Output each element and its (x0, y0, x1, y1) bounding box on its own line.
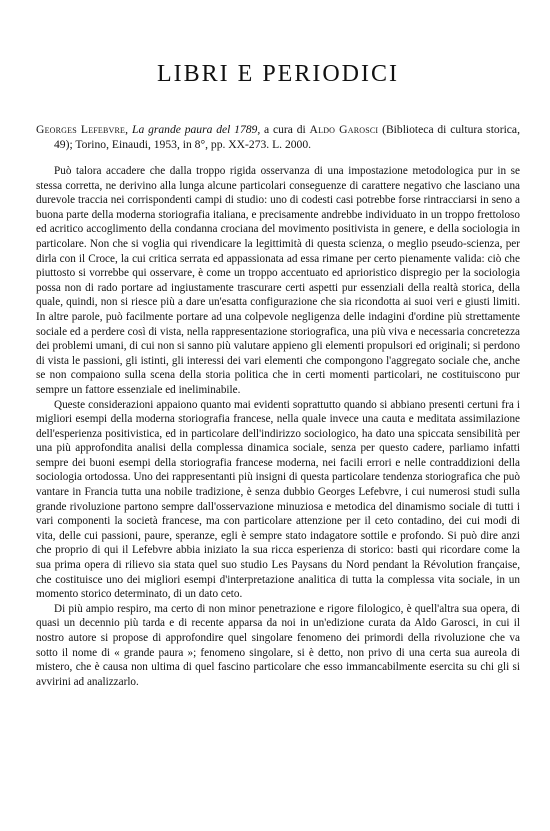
citation-author: Georges Lefebvre, (36, 123, 129, 136)
paragraph-2: Queste considerazioni appaiono quanto mai evidenti soprattutto quando si abbiano presenti certuni fra i migliori esempi della moderna storiografia francese, nella quale invece una cauta e meditata assimilazione dell'esperienza positivistica, ed in particolare dell'indirizzo sociologico, ha dato una spiccata sensibilità per una più approfondita analisi della complessa dinamica sociale, senza per questo cadere, parliamo infatti sempre dei buoni esempi della storiografia francese moderna, nei facili errori e nelle contraddizioni della sociologia ortodossa. Uno dei rappresentanti più insigni di questa particolare tendenza storiografica che può vantare in Francia tutta una nobile tradizione, è senza dubbio Georges Lefebvre, i cui numerosi studi sulla grande rivoluzione partono sempre dall'osservazione minuziosa e metodica del dinamismo sociale di tutti i vari componenti la società francese, ma con particolare attenzione per il ceto contadino, dei cui modi di vita, delle cui passioni, paure, speranze, egli è sempre stato indagatore sottile e profondo. Si può dire anzi che proprio di qui il Lefebvre abbia iniziato la sua ricca esperienza di storico: basti qui ricordare come la sua prima opera di rilievo sia stata quel suo studio Les Paysans du Nord pendant la Révolution française, che costituisce uno dei migliori esempi d'interpretazione analitica di tutta la complessa vita sociale, in un momento storico determinato, di un dato ceto. (36, 398, 520, 601)
citation-title: La grande paura del 1789, (132, 123, 261, 136)
citation-details: (Biblioteca di cultura storica, 49); Torino, Einaudi, 1953, in 8°, pp. XX-273. L. 2000. (54, 123, 520, 151)
citation-curator-prefix: a cura di (264, 123, 306, 136)
section-heading: LIBRI E PERIODICI (157, 61, 399, 87)
review-body (36, 164, 520, 689)
citation-curator: Aldo Garosci (309, 123, 379, 136)
paragraph-3: Di più ampio respiro, ma certo di non minor penetrazione e rigore filologico, è quell'altra sua opera, di quasi un decennio più tarda e di recente apparsa da noi in un'edizione curata da Aldo Garosci, in cui il nostro autore si propose di approfondire quel singolare fenomeno dei primordi della rivoluzione che va sotto il nome di « grande paura »; fenomeno singolare, si è detto, non privo di una certa sua aureola di mistero, che è causa non ultima di quel fascino particolare che esso immancabilmente esercita su chi gli si avvirini ad analizzarlo. (36, 602, 520, 688)
paragraph-1: Può talora accadere che dalla troppo rigida osservanza di una impostazione metodologica pur in se stessa corretta, ne derivino alla lunga alcune particolari conseguenze di carattere negativo che lasciano una durevole traccia nei corrispondenti campi di studio: uno di codesti casi potrebbe forse rintracciarsi in seno a buona parte della moderna storiografia italiana, e precisamente andrebbe individuato in un troppo frettoloso ed acritico accoglimento della condanna crociana del movimento positivista in genere, e della sociologia in particolare. Non che si voglia qui rivendicare la legittimità di questa scienza, o meglio pseudo-scienza, per dirla con il Croce, la cui critica serrata ed appassionata ad essa rimane per certo pienamente valida: ciò che piuttosto si vorrebbe qui osservare, è come un troppo accentuato ed aprioristico dispregio per la sociologia possa non di rado portare ad ingiustamente trascurare certi aspetti pur essenziali della realtà storica, della quale, quindi, non si riesce più a dare un'esatta configurazione che sia ricondotta ai suoi veri e giusti limiti. In altre parole, può facilmente portare ad una colpevole negligenza delle indagini d'ordine più strettamente sociale ed a perdere così di vista, nella rappresentazione storiografica, una più viva e necessaria concretezza dei problemi umani, di cui non si sanno più valutare appieno gli elementi propulsori ed originali; si perdono di vista le passioni, gli istinti, gli interessi dei vari elementi che compongono l'aggregato sociale che, anche se non compaiono sulla scena della storia politica che in certi momenti particolari, ne costituiscono pur sempre un fattore essenziale ed ineliminabile. (36, 165, 520, 396)
book-citation (36, 122, 520, 152)
